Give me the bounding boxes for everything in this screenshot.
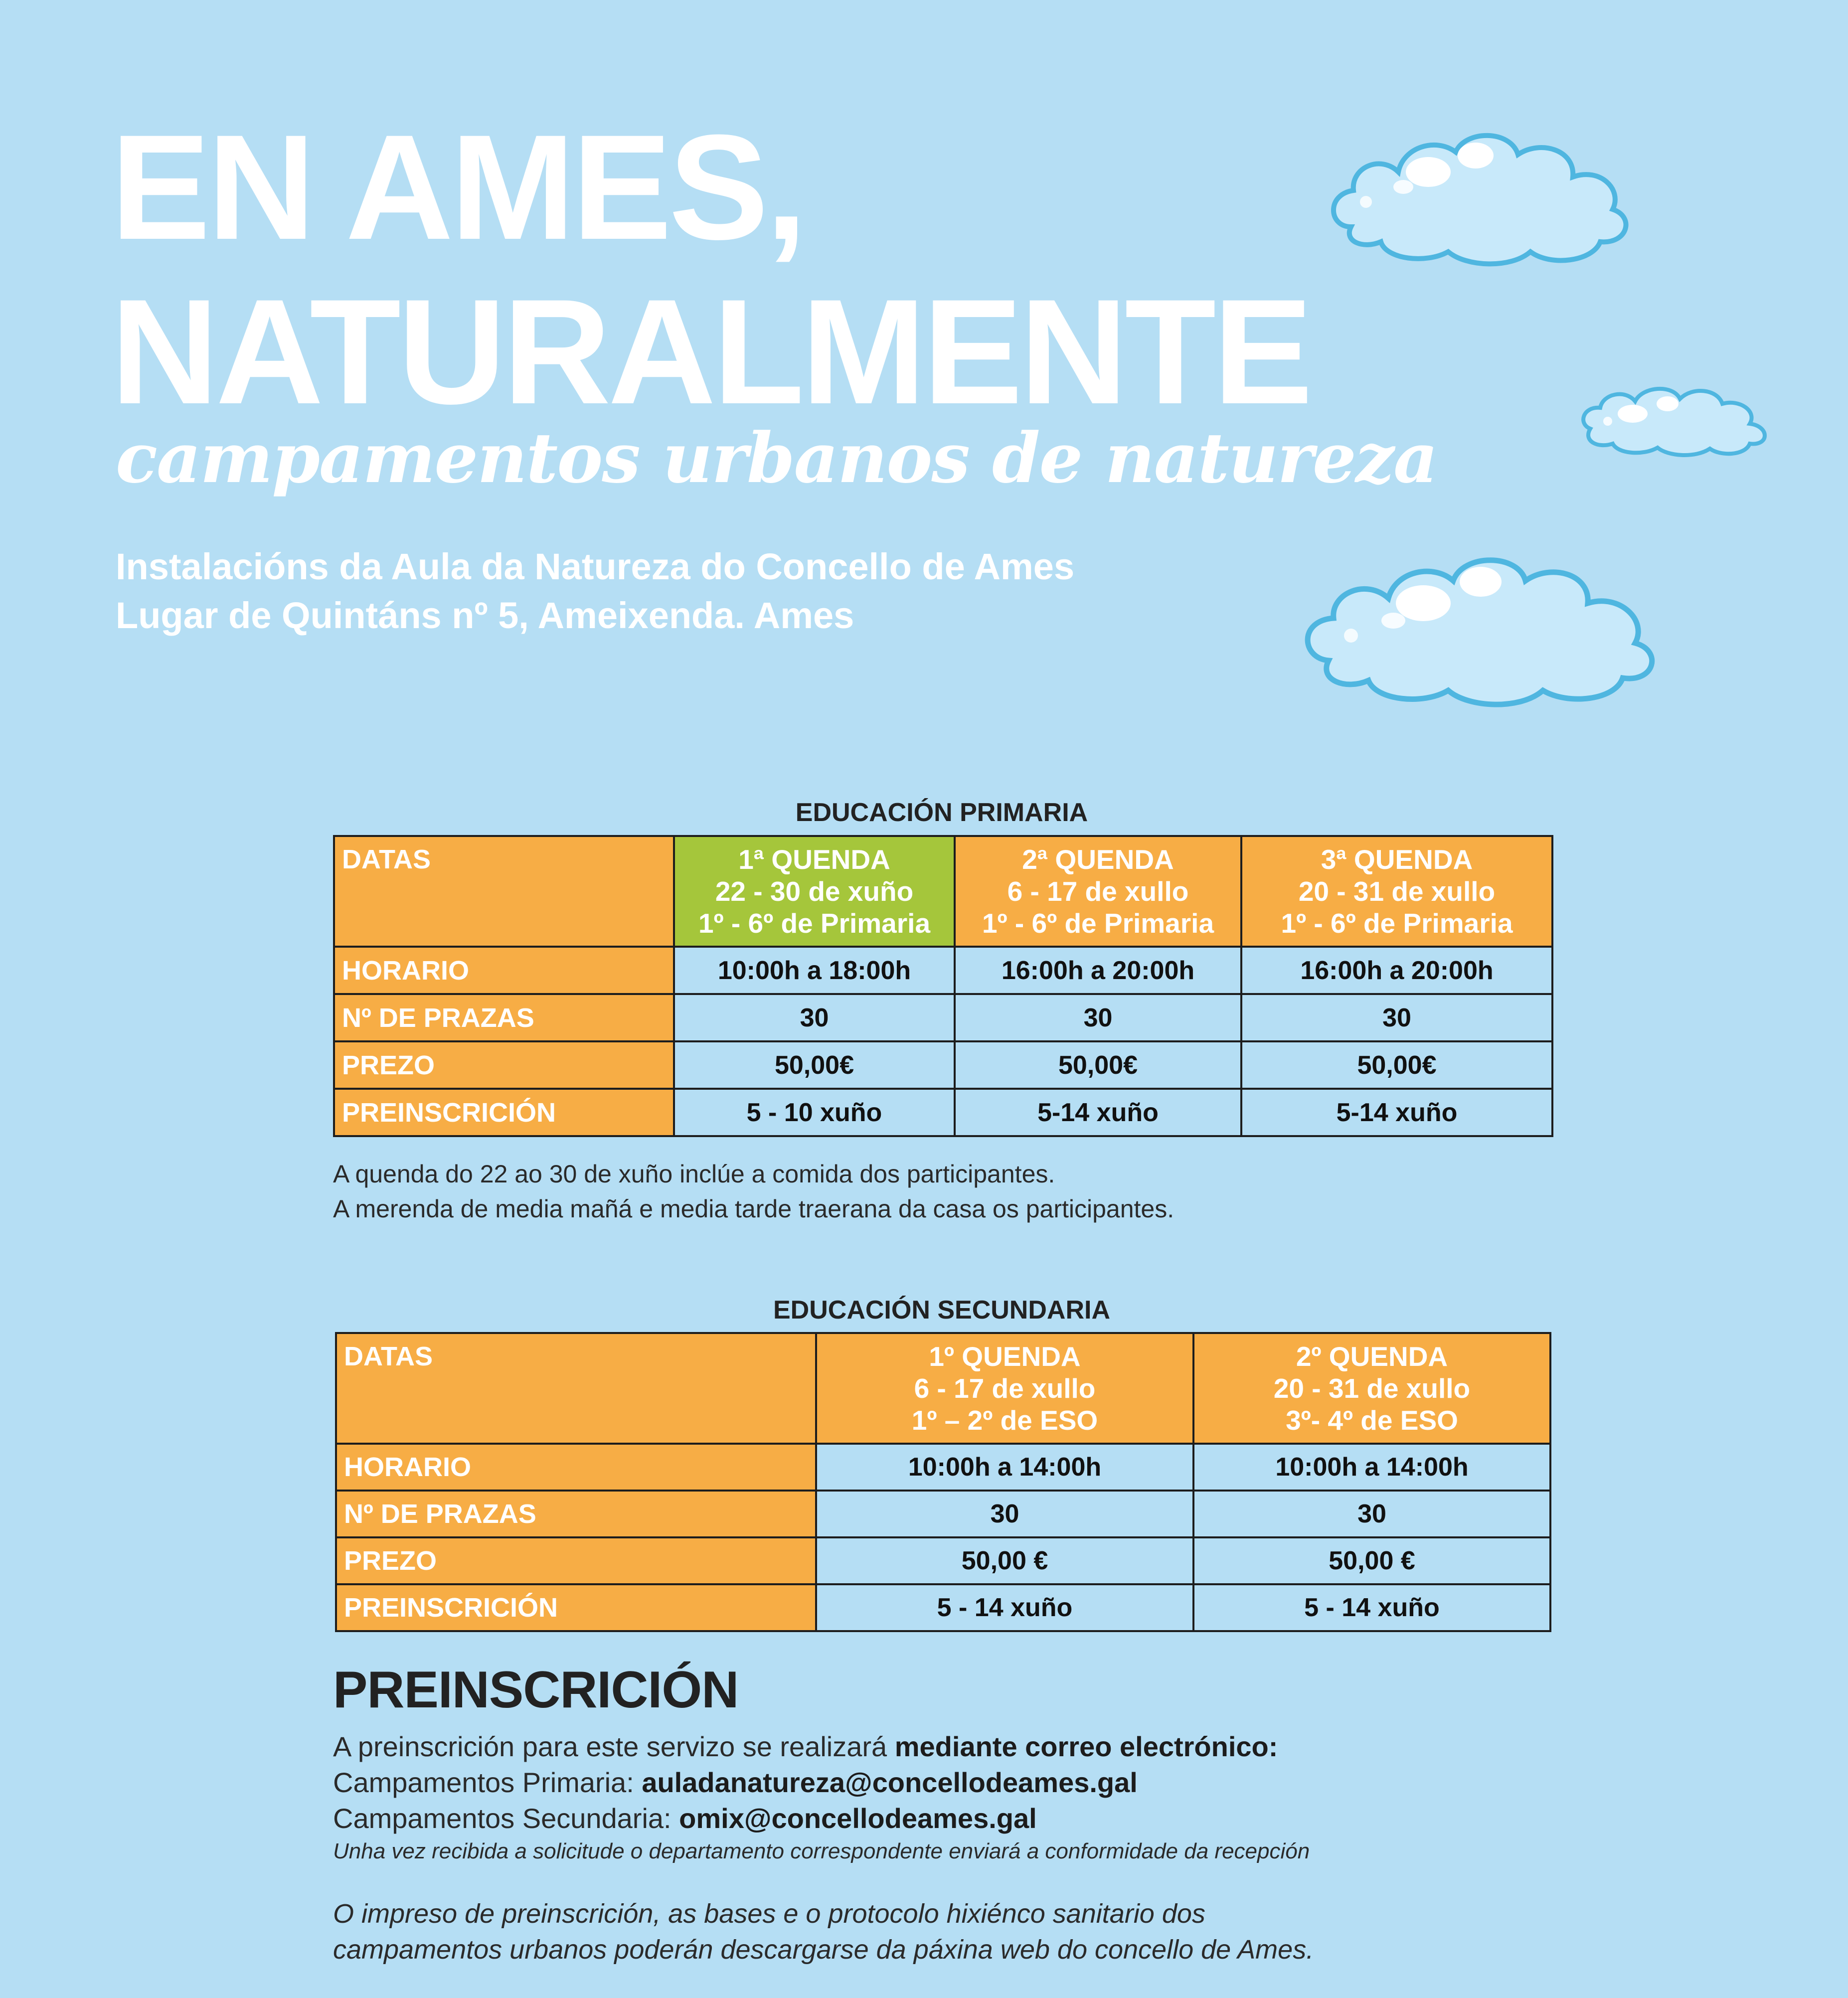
primaria-row-datas [334, 836, 1552, 947]
quenda-name: 2ª QUENDA [1022, 844, 1174, 875]
row-label-datas: DATAS [336, 1333, 816, 1444]
secundaria-quenda-1-header [816, 1333, 1193, 1444]
table-cell: 30 [674, 994, 955, 1041]
table-cell: 50,00 € [1193, 1537, 1550, 1584]
secundaria-row-horario [336, 1444, 1550, 1491]
title-line-2: NATURALMENTE [111, 268, 1310, 435]
row-label-preinscricion: PREINSCRICIÓN [334, 1089, 674, 1136]
cloud-large-bottom-icon [1291, 546, 1680, 715]
row-label-horario: HORARIO [336, 1444, 816, 1491]
primaria-row-preinscricion [334, 1089, 1552, 1136]
quenda-name: 1º QUENDA [929, 1341, 1081, 1372]
secundaria-contact [333, 1805, 1037, 1832]
quenda-dates: 20 - 31 de xullo [1273, 1373, 1471, 1404]
primaria-note-1: A quenda do 22 ao 30 de xuño inclúe a comida dos participantes. [333, 1160, 1055, 1188]
quenda-level: 1º – 2º de ESO [911, 1405, 1098, 1436]
secundaria-table [335, 1332, 1551, 1632]
secundaria-quenda-2-header [1193, 1333, 1550, 1444]
table-cell: 5 - 10 xuño [674, 1089, 955, 1136]
table-cell: 5 - 14 xuño [1193, 1584, 1550, 1631]
method-bold: mediante correo electrónico: [894, 1731, 1278, 1762]
table-cell: 30 [1241, 994, 1552, 1041]
primaria-table [333, 835, 1553, 1137]
quenda-level: 1º - 6º de Primaria [698, 908, 931, 939]
primaria-row-prazas [334, 994, 1552, 1041]
primaria-quenda-3-header [1241, 836, 1552, 947]
secundaria-table-title: EDUCACIÓN SECUNDARIA [773, 1296, 1111, 1325]
preinscricion-heading: PREINSCRICIÓN [333, 1661, 739, 1719]
secundaria-email-link[interactable]: omix@concellodeames.gal [679, 1803, 1037, 1834]
table-cell: 5-14 xuño [955, 1089, 1241, 1136]
quenda-name: 2º QUENDA [1296, 1341, 1448, 1372]
table-cell: 10:00h a 14:00h [816, 1444, 1193, 1491]
row-label-prezo: PREZO [334, 1041, 674, 1089]
table-cell: 30 [816, 1491, 1193, 1537]
download-note-line-2: campamentos urbanos poderán descargarse da páxina web do concello de Ames. [333, 1935, 1314, 1965]
table-cell: 10:00h a 14:00h [1193, 1444, 1550, 1491]
secundaria-contact-label: Campamentos Secundaria: [333, 1803, 679, 1834]
quenda-dates: 6 - 17 de xullo [914, 1373, 1096, 1404]
quenda-level: 1º - 6º de Primaria [982, 908, 1214, 939]
secundaria-row-prezo [336, 1537, 1550, 1584]
primaria-table-title: EDUCACIÓN PRIMARIA [795, 798, 1088, 827]
table-cell: 5 - 14 xuño [816, 1584, 1193, 1631]
primaria-quenda-2-header [955, 836, 1241, 947]
quenda-name: 1ª QUENDA [738, 844, 890, 875]
secundaria-row-datas [336, 1333, 1550, 1444]
quenda-level: 1º - 6º de Primaria [1281, 908, 1513, 939]
cloud-large-top-icon [1316, 125, 1645, 274]
download-note-line-1: O impreso de preinscrición, as bases e o protocolo hixiénco sanitario dos [333, 1899, 1205, 1929]
address-line-2: Lugar de Quintáns nº 5, Ameixenda. Ames [116, 595, 854, 636]
subtitle: campamentos urbanos de natureza [116, 417, 1437, 499]
quenda-dates: 22 - 30 de xuño [715, 876, 914, 907]
row-label-prazas: Nº DE PRAZAS [334, 994, 674, 1041]
address-line-1: Instalacións da Aula da Natureza do Concello de Ames [116, 546, 1075, 587]
quenda-dates: 6 - 17 de xullo [1007, 876, 1189, 907]
secundaria-row-prazas [336, 1491, 1550, 1537]
title-line-1: EN AMES, [111, 103, 805, 271]
table-cell: 16:00h a 20:00h [955, 947, 1241, 994]
quenda-name: 3ª QUENDA [1321, 844, 1473, 875]
row-label-datas: DATAS [334, 836, 674, 947]
preinscricion-method [333, 1733, 1278, 1761]
quenda-level: 3º- 4º de ESO [1286, 1405, 1458, 1436]
quenda-dates: 20 - 31 de xullo [1298, 876, 1496, 907]
primaria-row-prezo [334, 1041, 1552, 1089]
table-cell: 30 [1193, 1491, 1550, 1537]
table-cell: 50,00€ [1241, 1041, 1552, 1089]
table-cell: 50,00€ [674, 1041, 955, 1089]
primaria-email-link[interactable]: auladanatureza@concellodeames.gal [642, 1767, 1138, 1798]
table-cell: 10:00h a 18:00h [674, 947, 955, 994]
row-label-prazas: Nº DE PRAZAS [336, 1491, 816, 1537]
secundaria-row-preinscricion [336, 1584, 1550, 1631]
method-text: A preinscrición para este servizo se realizará [333, 1731, 895, 1762]
confirmation-note: Unha vez recibida a solicitude o departamento correspondente enviará a conformidade da recepción [333, 1839, 1310, 1863]
primaria-note-2: A merenda de media mañá e media tarde traerana da casa os participantes. [333, 1195, 1175, 1223]
primaria-quenda-1-header [674, 836, 955, 947]
table-cell: 50,00€ [955, 1041, 1241, 1089]
primaria-row-horario [334, 947, 1552, 994]
row-label-preinscricion: PREINSCRICIÓN [336, 1584, 816, 1631]
table-cell: 5-14 xuño [1241, 1089, 1552, 1136]
primaria-contact [333, 1769, 1138, 1797]
table-cell: 16:00h a 20:00h [1241, 947, 1552, 994]
row-label-horario: HORARIO [334, 947, 674, 994]
table-cell: 50,00 € [816, 1537, 1193, 1584]
cloud-small-icon [1573, 374, 1777, 459]
table-cell: 30 [955, 994, 1241, 1041]
primaria-contact-label: Campamentos Primaria: [333, 1767, 642, 1798]
row-label-prezo: PREZO [336, 1537, 816, 1584]
